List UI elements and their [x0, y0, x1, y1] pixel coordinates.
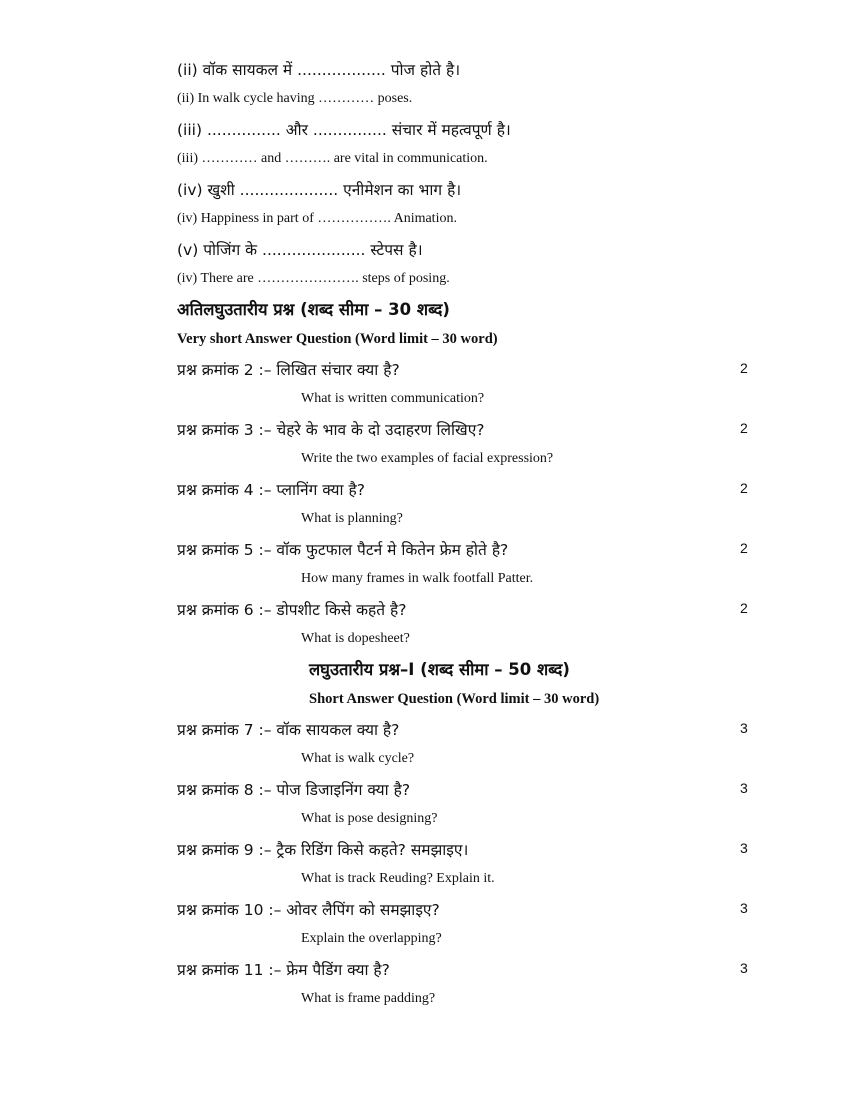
question-9-english: What is track Reuding? Explain it. [301, 871, 495, 886]
blank-hindi-2: (ii) वॉक सायकल में .................. पोज होते है। [177, 61, 461, 79]
question-10-marks: 3 [740, 900, 748, 916]
question-11-english: What is frame padding? [301, 991, 436, 1006]
section-heading-hindi-very-short: अतिलघुउतारीय प्रश्न (शब्द सीमा – 30 शब्द) [177, 300, 450, 319]
blank-english-4: (iv) Happiness in part of ……………. Animation. [177, 211, 457, 226]
question-4-english: What is planning? [301, 511, 403, 526]
question-4-hindi: प्रश्न क्रमांक 4 :– प्लानिंग क्या है? [177, 481, 365, 499]
question-7-marks: 3 [740, 720, 748, 736]
blank-hindi-5: (v) पोजिंग के ..................... स्टेपस है। [177, 241, 423, 259]
question-9-hindi: प्रश्न क्रमांक 9 :– ट्रैक रिडिंग किसे कहते? समझाइए। [177, 841, 469, 859]
question-7-english: What is walk cycle? [301, 751, 415, 766]
question-8-marks: 3 [740, 780, 748, 796]
question-9-marks: 3 [740, 840, 748, 856]
question-11-marks: 3 [740, 960, 748, 976]
blank-hindi-3: (iii) ............... और ............... संचार में महत्वपूर्ण है। [177, 121, 511, 139]
question-5-marks: 2 [740, 540, 748, 556]
question-3-marks: 2 [740, 420, 748, 436]
blank-hindi-4: (iv) खुशी .................... एनीमेशन का भाग है। [177, 181, 462, 199]
blank-english-2: (ii) In walk cycle having ………… poses. [177, 91, 413, 106]
question-3-english: Write the two examples of facial expression? [301, 451, 554, 466]
blank-english-5: (iv) There are …………………. steps of posing. [177, 271, 450, 286]
section-heading-english-short: Short Answer Question (Word limit – 30 word) [309, 691, 600, 707]
question-3-hindi: प्रश्न क्रमांक 3 :– चेहरे के भाव के दो उदाहरण लिखिए? [177, 421, 485, 439]
question-6-hindi: प्रश्न क्रमांक 6 :– डोपशीट किसे कहते है? [177, 601, 407, 619]
section-heading-english-very-short: Very short Answer Question (Word limit – 30 word) [177, 331, 498, 347]
section-heading-hindi-short: लघुउतारीय प्रश्न–I (शब्द सीमा – 50 शब्द) [309, 660, 570, 679]
blank-english-3: (iii) ………… and ………. are vital in communication. [177, 151, 488, 166]
question-10-hindi: प्रश्न क्रमांक 10 :– ओवर लैपिंग को समझाइए? [177, 901, 440, 919]
question-8-hindi: प्रश्न क्रमांक 8 :– पोज डिजाइनिंग क्या है? [177, 781, 411, 799]
question-5-english: How many frames in walk footfall Patter. [301, 571, 534, 586]
question-8-english: What is pose designing? [301, 811, 438, 826]
question-5-hindi: प्रश्न क्रमांक 5 :– वॉक फुटफाल पैटर्न मे कितेन फ्रेम होते है? [177, 541, 509, 559]
question-2-marks: 2 [740, 360, 748, 376]
question-2-english: What is written communication? [301, 391, 485, 406]
question-6-english: What is dopesheet? [301, 631, 410, 646]
question-2-hindi: प्रश्न क्रमांक 2 :– लिखित संचार क्या है? [177, 361, 400, 379]
question-10-english: Explain the overlapping? [301, 931, 442, 946]
question-4-marks: 2 [740, 480, 748, 496]
question-6-marks: 2 [740, 600, 748, 616]
question-7-hindi: प्रश्न क्रमांक 7 :– वॉक सायकल क्या है? [177, 721, 400, 739]
question-11-hindi: प्रश्न क्रमांक 11 :– फ्रेम पैडिंग क्या है? [177, 961, 390, 979]
